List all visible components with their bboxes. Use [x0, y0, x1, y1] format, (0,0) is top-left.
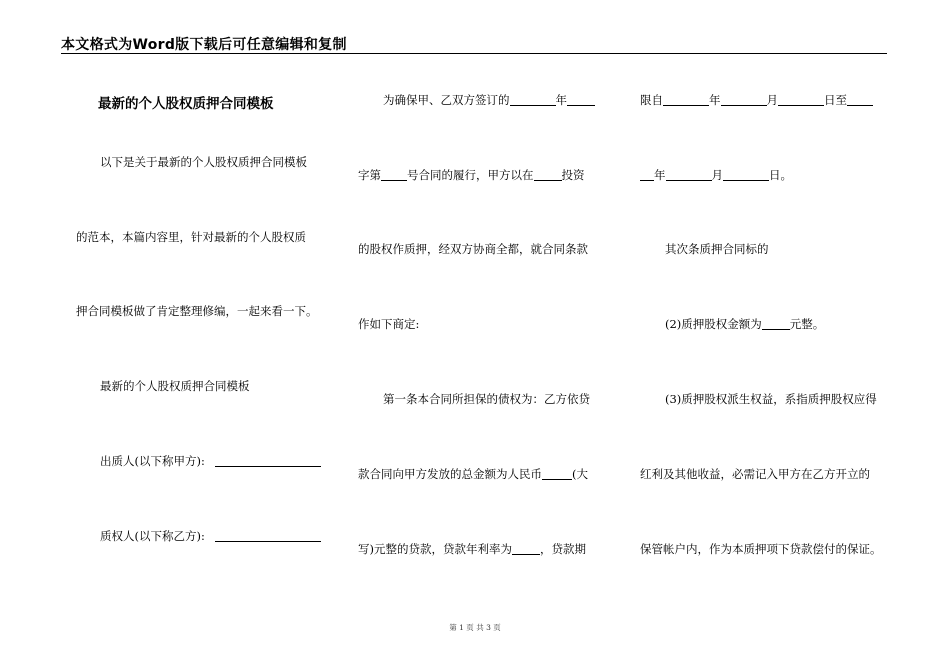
text-segment: 写)元整的贷款，贷款年利率为	[358, 542, 512, 556]
col2-line-2	[358, 167, 585, 183]
section-subtitle: 最新的个人股权质押合同模板	[100, 379, 250, 393]
col2-line-7	[358, 541, 586, 557]
blank-field	[640, 169, 654, 181]
pledgee-label: 质权人(以下称乙方):	[100, 529, 205, 543]
document-title: 最新的个人股权质押合同模板	[98, 96, 274, 112]
intro-line-1: 以下是关于最新的个人股权质押合同模板	[100, 155, 307, 169]
header-divider	[61, 53, 887, 54]
text-segment: ，贷款期	[540, 542, 586, 556]
blank-field	[534, 169, 562, 181]
text-segment: 为确保甲、乙双方签订的	[383, 93, 510, 107]
intro-line-2: 的范本，本篇内容里，针对最新的个人股权质	[76, 230, 306, 244]
blank-field	[778, 94, 824, 106]
pledgor-label: 出质人(以下称甲方):	[100, 454, 205, 468]
col3-line-6: 红利及其他收益，必需记入甲方在乙方开立的	[640, 467, 870, 481]
pledgee-blank	[215, 530, 321, 542]
text-segment: 月	[711, 168, 723, 182]
col3-line-2	[640, 167, 792, 183]
col2-line-1	[383, 92, 595, 108]
blank-field	[381, 169, 407, 181]
document-header: 本文格式为Word版下载后可任意编辑和复制	[61, 37, 347, 53]
text-segment: 款合同向甲方发放的总金额为人民币	[358, 467, 542, 481]
page-number: 第 1 页 共 3 页	[449, 623, 501, 632]
blank-field	[847, 94, 873, 106]
col3-line-1	[640, 92, 873, 108]
blank-field	[542, 468, 572, 480]
blank-field	[512, 543, 540, 555]
col2-line-6	[358, 466, 588, 482]
blank-field	[567, 94, 595, 106]
text-segment: 投资	[561, 168, 585, 182]
text-segment: 日。	[769, 168, 792, 182]
pledgor-row	[100, 453, 321, 469]
intro-line-3: 押合同模板做了肯定整理修编，一起来看一下。	[76, 304, 318, 318]
text-segment: 月	[766, 93, 778, 107]
pledgor-blank	[215, 455, 321, 467]
blank-field	[723, 169, 769, 181]
text-segment: 年	[555, 93, 567, 107]
text-segment: 日至	[824, 93, 847, 107]
blank-field	[721, 94, 767, 106]
blank-field	[510, 94, 556, 106]
text-segment: (2)质押股权金额为	[665, 317, 762, 331]
col3-line-5: (3)质押股权派生权益，系指质押股权应得	[665, 392, 877, 406]
col2-line-3: 的股权作质押，经双方协商全都，就合同条款	[358, 242, 588, 256]
col2-line-5: 第一条本合同所担保的债权为：乙方依贷	[383, 392, 590, 406]
text-segment: 年	[654, 168, 666, 182]
blank-field	[663, 94, 709, 106]
col3-line-7: 保管帐户内，作为本质押项下贷款偿付的保证。	[640, 542, 882, 556]
text-segment: 年	[709, 93, 721, 107]
text-segment: 字第	[358, 168, 381, 182]
text-segment: 号合同的履行，甲方以在	[407, 168, 534, 182]
pledgee-row	[100, 528, 321, 544]
text-segment: 元整。	[789, 317, 825, 331]
text-segment: (大	[572, 467, 588, 481]
text-segment: 限自	[640, 93, 663, 107]
col3-line-3: 其次条质押合同标的	[665, 242, 769, 256]
blank-field	[762, 318, 790, 330]
blank-field	[666, 169, 712, 181]
col3-line-4	[665, 316, 824, 332]
col2-line-4: 作如下商定:	[358, 317, 420, 331]
